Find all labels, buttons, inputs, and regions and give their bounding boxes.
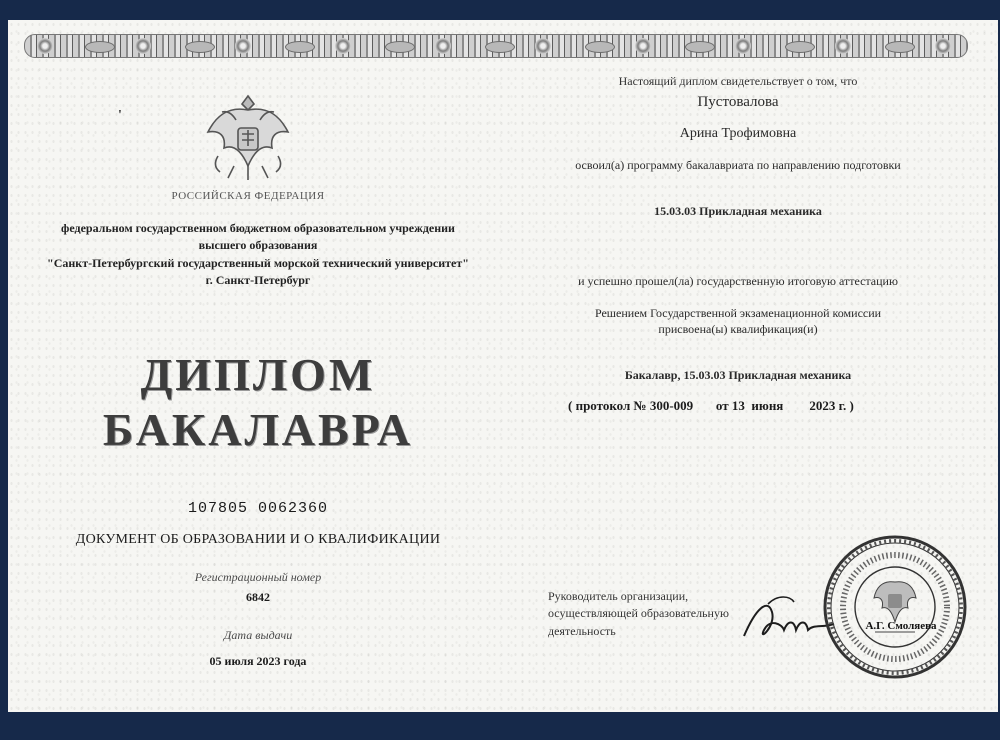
frame-bottom (0, 712, 1000, 740)
registration-number: 6842 (246, 590, 270, 604)
scan-mark: ' (118, 108, 122, 123)
certification-intro: Настоящий диплом свидетельствует о том, что (618, 74, 858, 88)
graduate-surname: Пустовалова (697, 94, 779, 110)
signatory-line: Руководитель организации, (548, 589, 689, 603)
diploma-title: ДИПЛОМ (140, 349, 376, 400)
attestation-statement: и успешно прошел(ла) государственную итоговую аттестацию (578, 274, 898, 288)
registration-label: Регистрационный номер (194, 570, 322, 584)
coat-of-arms-icon (198, 86, 298, 186)
signatory-line: деятельность (548, 623, 616, 638)
issue-date: 05 июля 2023 года (209, 654, 307, 668)
serial-number: 107805 0062360 (187, 500, 329, 517)
commission-line: Решением Государственной экзаменационной комиссии (594, 306, 882, 320)
document-type: ДОКУМЕНТ ОБ ОБРАЗОВАНИИ И О КВАЛИФИКАЦИИ (75, 532, 441, 547)
graduate-name: Арина Трофимовна (679, 126, 797, 141)
institution-city: г. Санкт-Петербург (205, 273, 311, 288)
qualification: Бакалавр, 15.03.03 Прикладная механика (624, 368, 852, 382)
frame-top (0, 0, 1000, 20)
issue-date-label: Дата выдачи (223, 628, 293, 642)
institution-line: "Санкт-Петербургский государственный морской технический университет" (47, 255, 469, 270)
ornamental-border (24, 34, 968, 58)
country-name: РОССИЙСКАЯ ФЕДЕРАЦИЯ (171, 190, 325, 202)
official-seal-icon (820, 532, 970, 682)
signatory-name: А.Г. Смоляева (865, 620, 937, 632)
institution-line: высшего образования (198, 238, 318, 253)
signatory-title (548, 588, 768, 640)
protocol-reference: ( протокол № 300-009 от 13 июня 2023 г. ) (568, 398, 854, 413)
institution-line: федеральном государственном бюджетном образовательном учреждении (61, 221, 455, 235)
program-statement: освоил(а) программу бакалавриата по направлению подготовки (575, 158, 901, 172)
commission-line: присвоена(ы) квалификация(и) (658, 322, 818, 336)
diploma-subtitle: БАКАЛАВРА (102, 404, 414, 455)
signatory-line: осуществляющей образовательную (548, 606, 729, 621)
diploma-page (8, 20, 998, 712)
program-name: 15.03.03 Прикладная механика (654, 204, 822, 218)
institution-name (38, 220, 478, 290)
